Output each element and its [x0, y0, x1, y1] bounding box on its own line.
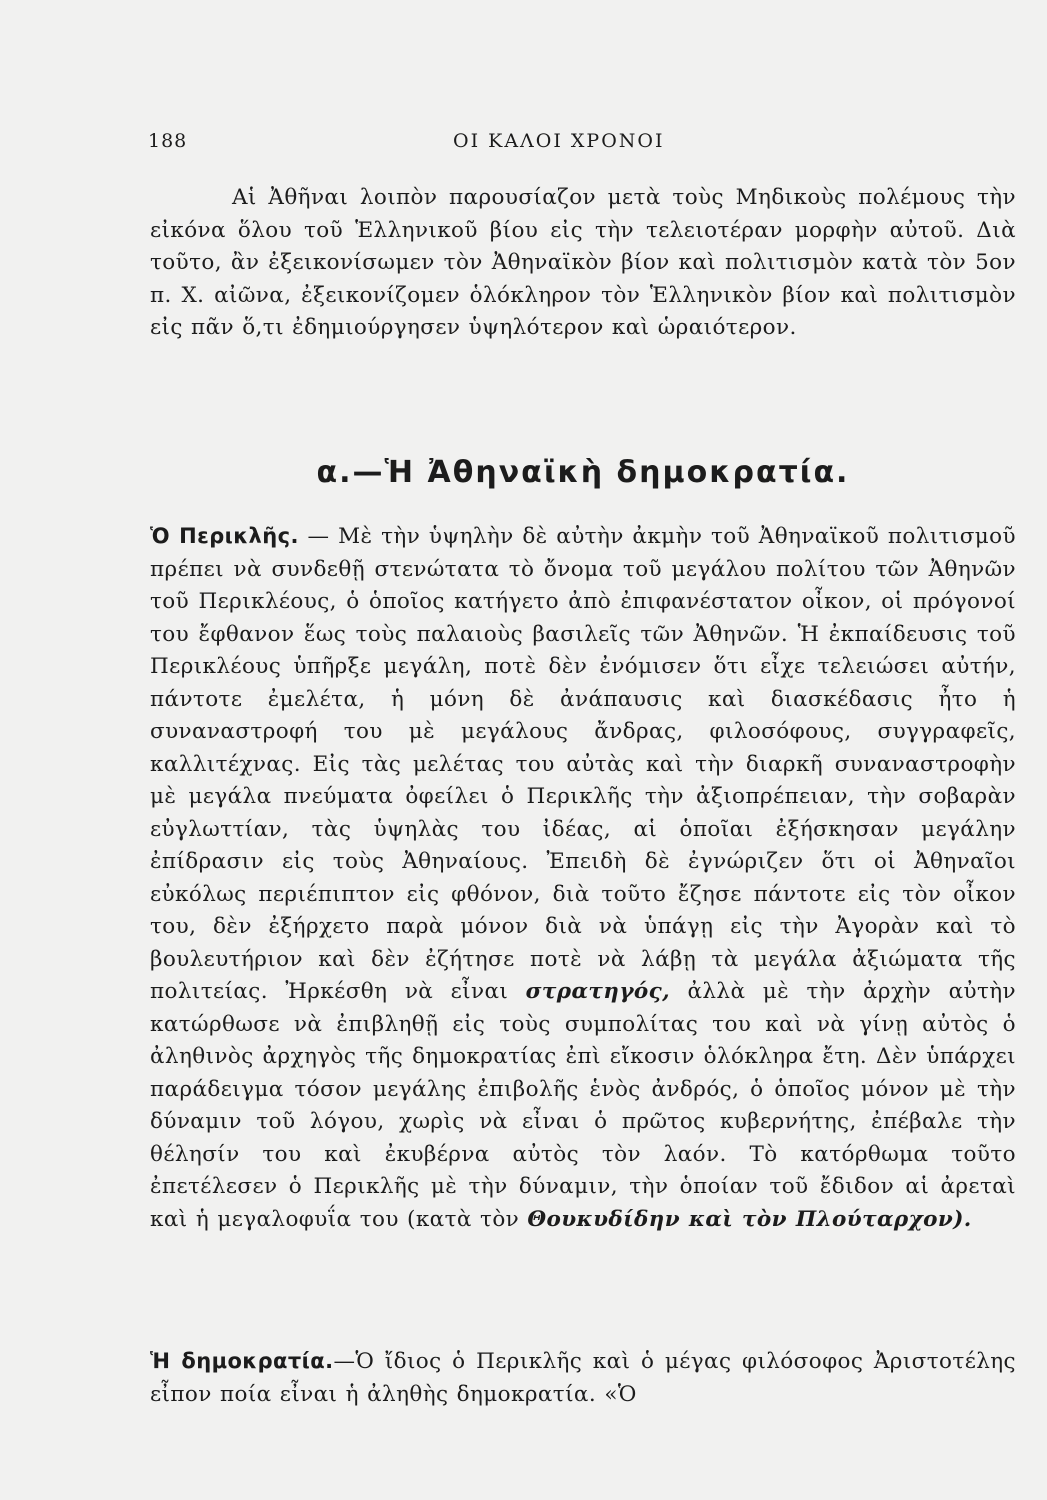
democracy-text: —Ὁ ἴδιος ὁ Περικλῆς καὶ ὁ μέγας φιλόσοφος Ἀριστοτέλης εἶπον ποία εἶναι ἡ ἀληθὴς δημοκρατία. «Ὁ — [150, 1349, 1016, 1407]
page-number: 188 — [148, 130, 188, 152]
democracy-lead: Ἡ δημοκρατία. — [150, 1349, 334, 1373]
intro-paragraph: Αἱ Ἀθῆναι λοιπὸν παρουσίαζον μετὰ τοὺς Μηδικοὺς πολέμους τὴν εἰκόνα ὅλου τοῦ Ἑλληνικοῦ βίου εἰς τὴν τελειοτέραν μορφὴν αὐτοῦ. Διὰ τοῦτο, ἂν ἐξεικονίσωμεν τὸν Ἀθηναϊκὸν βίον καὶ πολιτισμὸν κατὰ τὸν 5ον π. Χ. αἰῶνα, ἐξεικονίζομεν ὁλόκληρον τὸν Ἑλληνικὸν βίον καὶ πολιτισμὸν εἰς πᾶν ὅ,τι ἐδημιούργησεν ὑψηλότερον καὶ ὡραιότερον. — [150, 185, 1016, 340]
running-title: ΟΙ ΚΑΛΟΙ ΧΡΟΝΟΙ — [453, 130, 665, 152]
page-header — [148, 130, 928, 160]
pericles-text-1: — Μὲ τὴν ὑψηλὴν δὲ αὐτὴν ἀκμὴν τοῦ Ἀθηναϊκοῦ πολιτισμοῦ πρέπει νὰ συνδεθῇ στενώτατα τὸ ὄνομα τοῦ μεγάλου πολίτου τῶν Ἀθηνῶν τοῦ Περικλέους, ὁ ὁποῖος κατήγετο ἀπὸ ἐπιφανέστατον οἶκον, οἱ πρόγονοί του ἔφθανον ἕως τοὺς παλαιοὺς βασιλεῖς τῶν Ἀθηνῶν. Ἡ ἐκπαίδευσις τοῦ Περικλέους ὑπῆρξε μεγάλη, ποτὲ δὲν ἐνόμισεν ὅτι εἶχε τελειώσει αὐτήν, πάντοτε ἐμελέτα, ἡ μόνη δὲ ἀνάπαυσις καὶ διασκέδασις ἦτο ἡ συναναστροφή του μὲ μεγάλους ἄνδρας, φιλοσόφους, συγγραφεῖς, καλλιτέχνας. Εἰς τὰς μελέτας του αὐτὰς καὶ τὴν διαρκῆ συναναστροφὴν μὲ μεγάλα πνεύματα ὀφείλει ὁ Περικλῆς τὴν ἀξιοπρέπειαν, τὴν σοβαρὰν εὐγλωττίαν, τὰς ὑψηλὰς του ἰδέας, αἱ ὁποῖαι ἐξήσκησαν μεγάλην ἐπίδρασιν εἰς τοὺς Ἀθηναίους. Ἐπειδὴ δὲ ἐγνώριζεν ὅτι οἱ Ἀθηναῖοι εὐκόλως περιέπιπτον εἰς φθόνον, διὰ τοῦτο ἔζησε πάντοτε εἰς τὸν οἶκον του, δὲν ἐξήρχετο παρὰ μόνον διὰ νὰ ὑπάγῃ εἰς τὴν Ἀγορὰν καὶ τὸ βουλευτήριον καὶ δὲν ἐζήτησε ποτὲ νὰ λάβῃ τὰ μεγάλα ἀξιώματα τῆς πολιτείας. Ἠρκέσθη νὰ εἶναι — [150, 524, 1016, 1004]
pericles-emphasis-strategos: στρατηγός, — [525, 979, 671, 1004]
section-heading: α.—Ἡ Ἀθηναϊκὴ δημοκρατία. — [316, 455, 850, 490]
pericles-text-2: ἀλλὰ μὲ τὴν ἀρχὴν αὐτὴν κατώρθωσε νὰ ἐπιβληθῇ εἰς τοὺς συμπολίτας του καὶ νὰ γίνῃ αὐτὸς ὁ ἀληθινὸς ἀρχηγὸς τῆς δημοκρατίας ἐπὶ εἴκοσιν ὁλόκληρα ἔτη. Δὲν ὑπάρχει παράδειγμα τόσον μεγάλης ἐπιβολῆς ἑνὸς ἀνδρός, ὁ ὁποῖος μόνον μὲ τὴν δύναμιν τοῦ λόγου, χωρὶς νὰ εἶναι ὁ πρῶτος κυβερνήτης, ἐπέβαλε τὴν θέλησίν του καὶ ἐκυβέρνα αὐτὸς τὸν λαόν. Τὸ κατόρθωμα τοῦτο ἐπετέλεσεν ὁ Περικλῆς μὲ τὴν δύναμιν, τὴν ὁποίαν τοῦ ἔδιδον αἱ ἀρεταὶ καὶ ἡ μεγαλοφυΐα του (κατὰ τὸν — [150, 979, 1017, 1232]
pericles-lead: Ὁ Περικλῆς. — [150, 524, 299, 548]
pericles-paragraph — [150, 520, 1016, 1236]
pericles-emphasis-sources: Θουκυδίδην καὶ τὸν Πλούταρχον). — [527, 1206, 972, 1232]
democracy-paragraph — [150, 1345, 1016, 1411]
